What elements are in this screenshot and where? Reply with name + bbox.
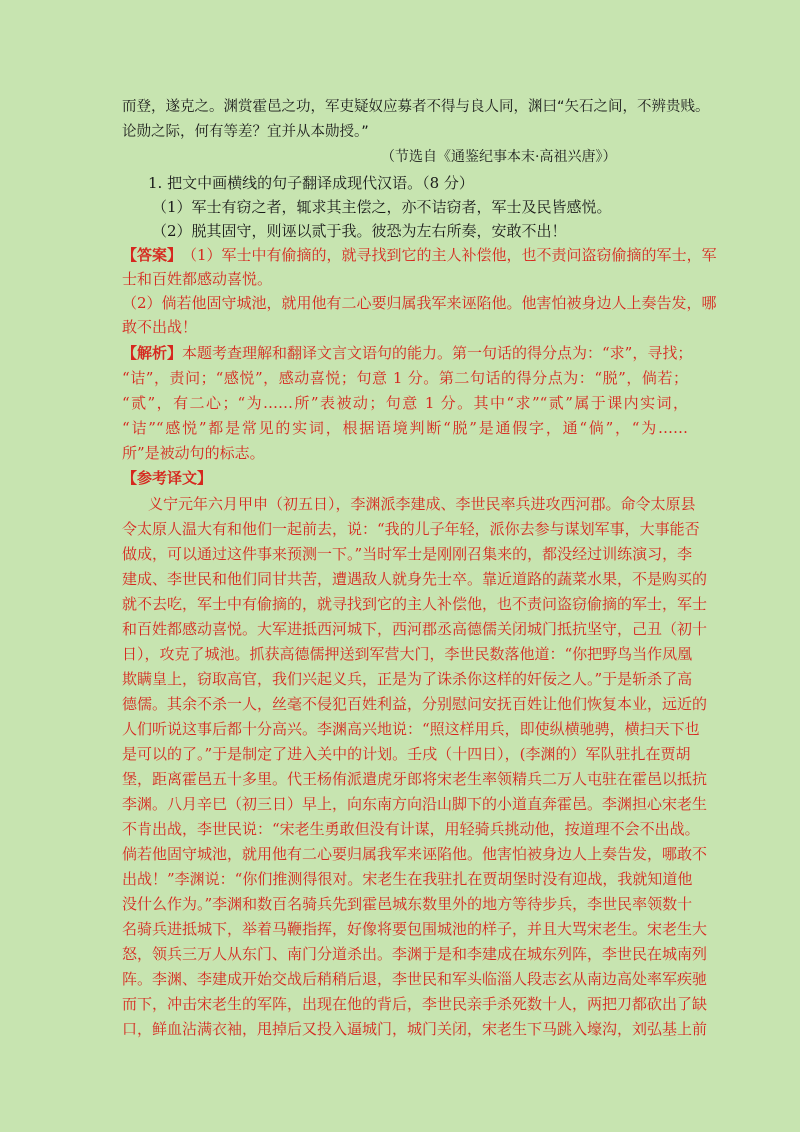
translation-line: 德儒。其余不杀一人，丝毫不侵犯百姓利益，分别慰问安抚百姓让他们恢复本业，远近的 [122,695,708,713]
analysis-line: “贰”，有二心；“为……所”表被动；句意 1 分。其中“求”“贰”属于课内实词， [122,394,688,412]
translation-line: 义宁元年六月甲申（初五日），李渊派李建成、李世民率兵进攻西河郡。命令太原县 [148,495,696,513]
translation-line: 名骑兵进抵城下，举着马鞭指挥，好像将要包围城池的样子，并且大骂宋老生。宋老生大 [122,920,708,938]
translation-line: 倘若他固守城池，就用他有二心要归属我军来诬陷他。他害怕被身边人上奏告发，哪敢不 [122,845,708,863]
translation-line: 日），攻克了城池。抓获高德儒押送到军营大门，李世民数落他道：“你把野鸟当作凤凰 [122,645,693,663]
analysis-first-line [122,342,693,364]
translation-line: 堡，距离霍邑五十多里。代王杨侑派遣虎牙郎将宋老生率领精兵二万人屯驻在霍邑以抵抗 [122,770,708,788]
translation-line: 令太原人温大有和他们一起前去，说：“我的儿子年轻，派你去参与谋划军事，大事能否 [122,520,700,538]
translation-line: 和百姓都感动喜悦。大军进抵西河城下，西河郡丞高德儒关闭城门抵抗坚守，己丑（初十 [122,620,708,638]
translation-line: 欺瞒皇上，窃取高官，我们兴起义兵，正是为了诛杀你这样的奸佞之人。”于是斩杀了高 [122,670,693,688]
translation-line: 是可以的了。”于是制定了进入关中的计划。壬戌（十四日），(李渊的）军队驻扎在贾胡 [122,745,691,763]
answer-line: （1）军士中有偷摘的，就寻找到它的主人补偿他，也不责问盗窃偷摘的军士，军 [182,246,717,264]
translation-line: 建成、李世民和他们同甘共苦，遭遇敌人就身先士卒。靠近道路的蔬菜水果，不是购买的 [122,570,708,588]
analysis-line: “诘”，责问；“感悦”，感动喜悦；句意 1 分。第二句话的得分点为：“脱”，倘若； [122,369,688,387]
translation-line: 而下，冲击宋老生的军阵，出现在他的背后，李世民亲手杀死数十人，两把刀都砍出了缺 [122,995,708,1013]
classical-text-line: 而登，遂克之。渊赏霍邑之功，军吏疑奴应募者不得与良人同，渊曰“矢石之间，不辨贵贱。 [122,99,710,115]
translation-line: 李渊。八月辛巳（初三日）早上，向东南方向沿山脚下的小道直奔霍邑。李渊担心宋老生 [122,795,708,813]
translation-line: 不肯出战，李世民说：“宋老生勇敢但没有计谋，用轻骑兵挑动他，按道理不会不出战。 [122,820,700,838]
translation-line: 口，鲜血沾满衣袖，甩掉后又投入逼城门，城门关闭，宋老生下马跳入壕沟，刘弘基上前 [122,1020,708,1038]
analysis-line: 本题考查理解和翻译文言文语句的能力。第一句话的得分点为：“求”，寻找； [182,344,693,362]
analysis-label: 【解析】 [122,344,183,362]
answer-line: 士和百姓都感动喜悦。 [122,270,273,288]
classical-text-line: 论勋之际，何有等差？宜并从本勋授。” [122,124,369,140]
translation-line: 做成，可以通过这件事来预测一下。”当时军士是刚刚召集来的，都没经过训练演习，李 [122,545,693,563]
question-item: （2）脱其固守，则诬以贰于我。彼恐为左右所奏，安敢不出！ [152,222,567,240]
question-item: （1）军士有窃之者，辄求其主偿之，亦不诘窃者，军士及民皆感悦。 [152,198,612,216]
translation-line: 出战！”李渊说：“你们推测得很对。宋老生在我驻扎在贾胡堡时没有迎战，我就知道他 [122,870,693,888]
translation-line: 怒，领兵三万人从东门、南门分道杀出。李渊于是和李建成在城东列阵，李世民在城南列 [122,945,708,963]
answer-first-line [122,244,717,266]
question-title: 1. 把文中画横线的句子翻译成现代汉语。（8 分） [148,174,474,192]
translation-line: 人们听说这事后都十分高兴。李渊高兴地说：“照这样用兵，即使纵横驰骋，横扫天下也 [122,720,700,738]
source-citation: （节选自《通鉴纪事本末·高祖兴唐》） [381,149,617,165]
analysis-line: “诘”“感悦”都是常见的实词，根据语境判断“脱”是通假字，通“倘”，“为…… [122,419,688,437]
answer-label: 【答案】 [122,246,183,264]
translation-line: 阵。李渊、李建成开始交战后稍稍后退，李世民和军头临淄人段志玄从南边高处率军疾驰 [122,970,708,988]
answer-line: （2）倘若他固守城池，就用他有二心要归属我军来诬陷他。他害怕被身边人上奏告发，哪 [122,294,717,312]
analysis-line: 所”是被动句的标志。 [122,444,265,462]
translation-line: 没什么作为。”李渊和数百名骑兵先到霍邑城东数里外的地方等待步兵，李世民率领数十 [122,895,693,913]
translation-line: 就不去吃，军士中有偷摘的，就寻找到它的主人补偿他，也不责问盗窃偷摘的军士，军士 [122,595,708,613]
translation-label: 【参考译文】 [122,469,213,487]
answer-line: 敢不出战！ [122,318,198,336]
